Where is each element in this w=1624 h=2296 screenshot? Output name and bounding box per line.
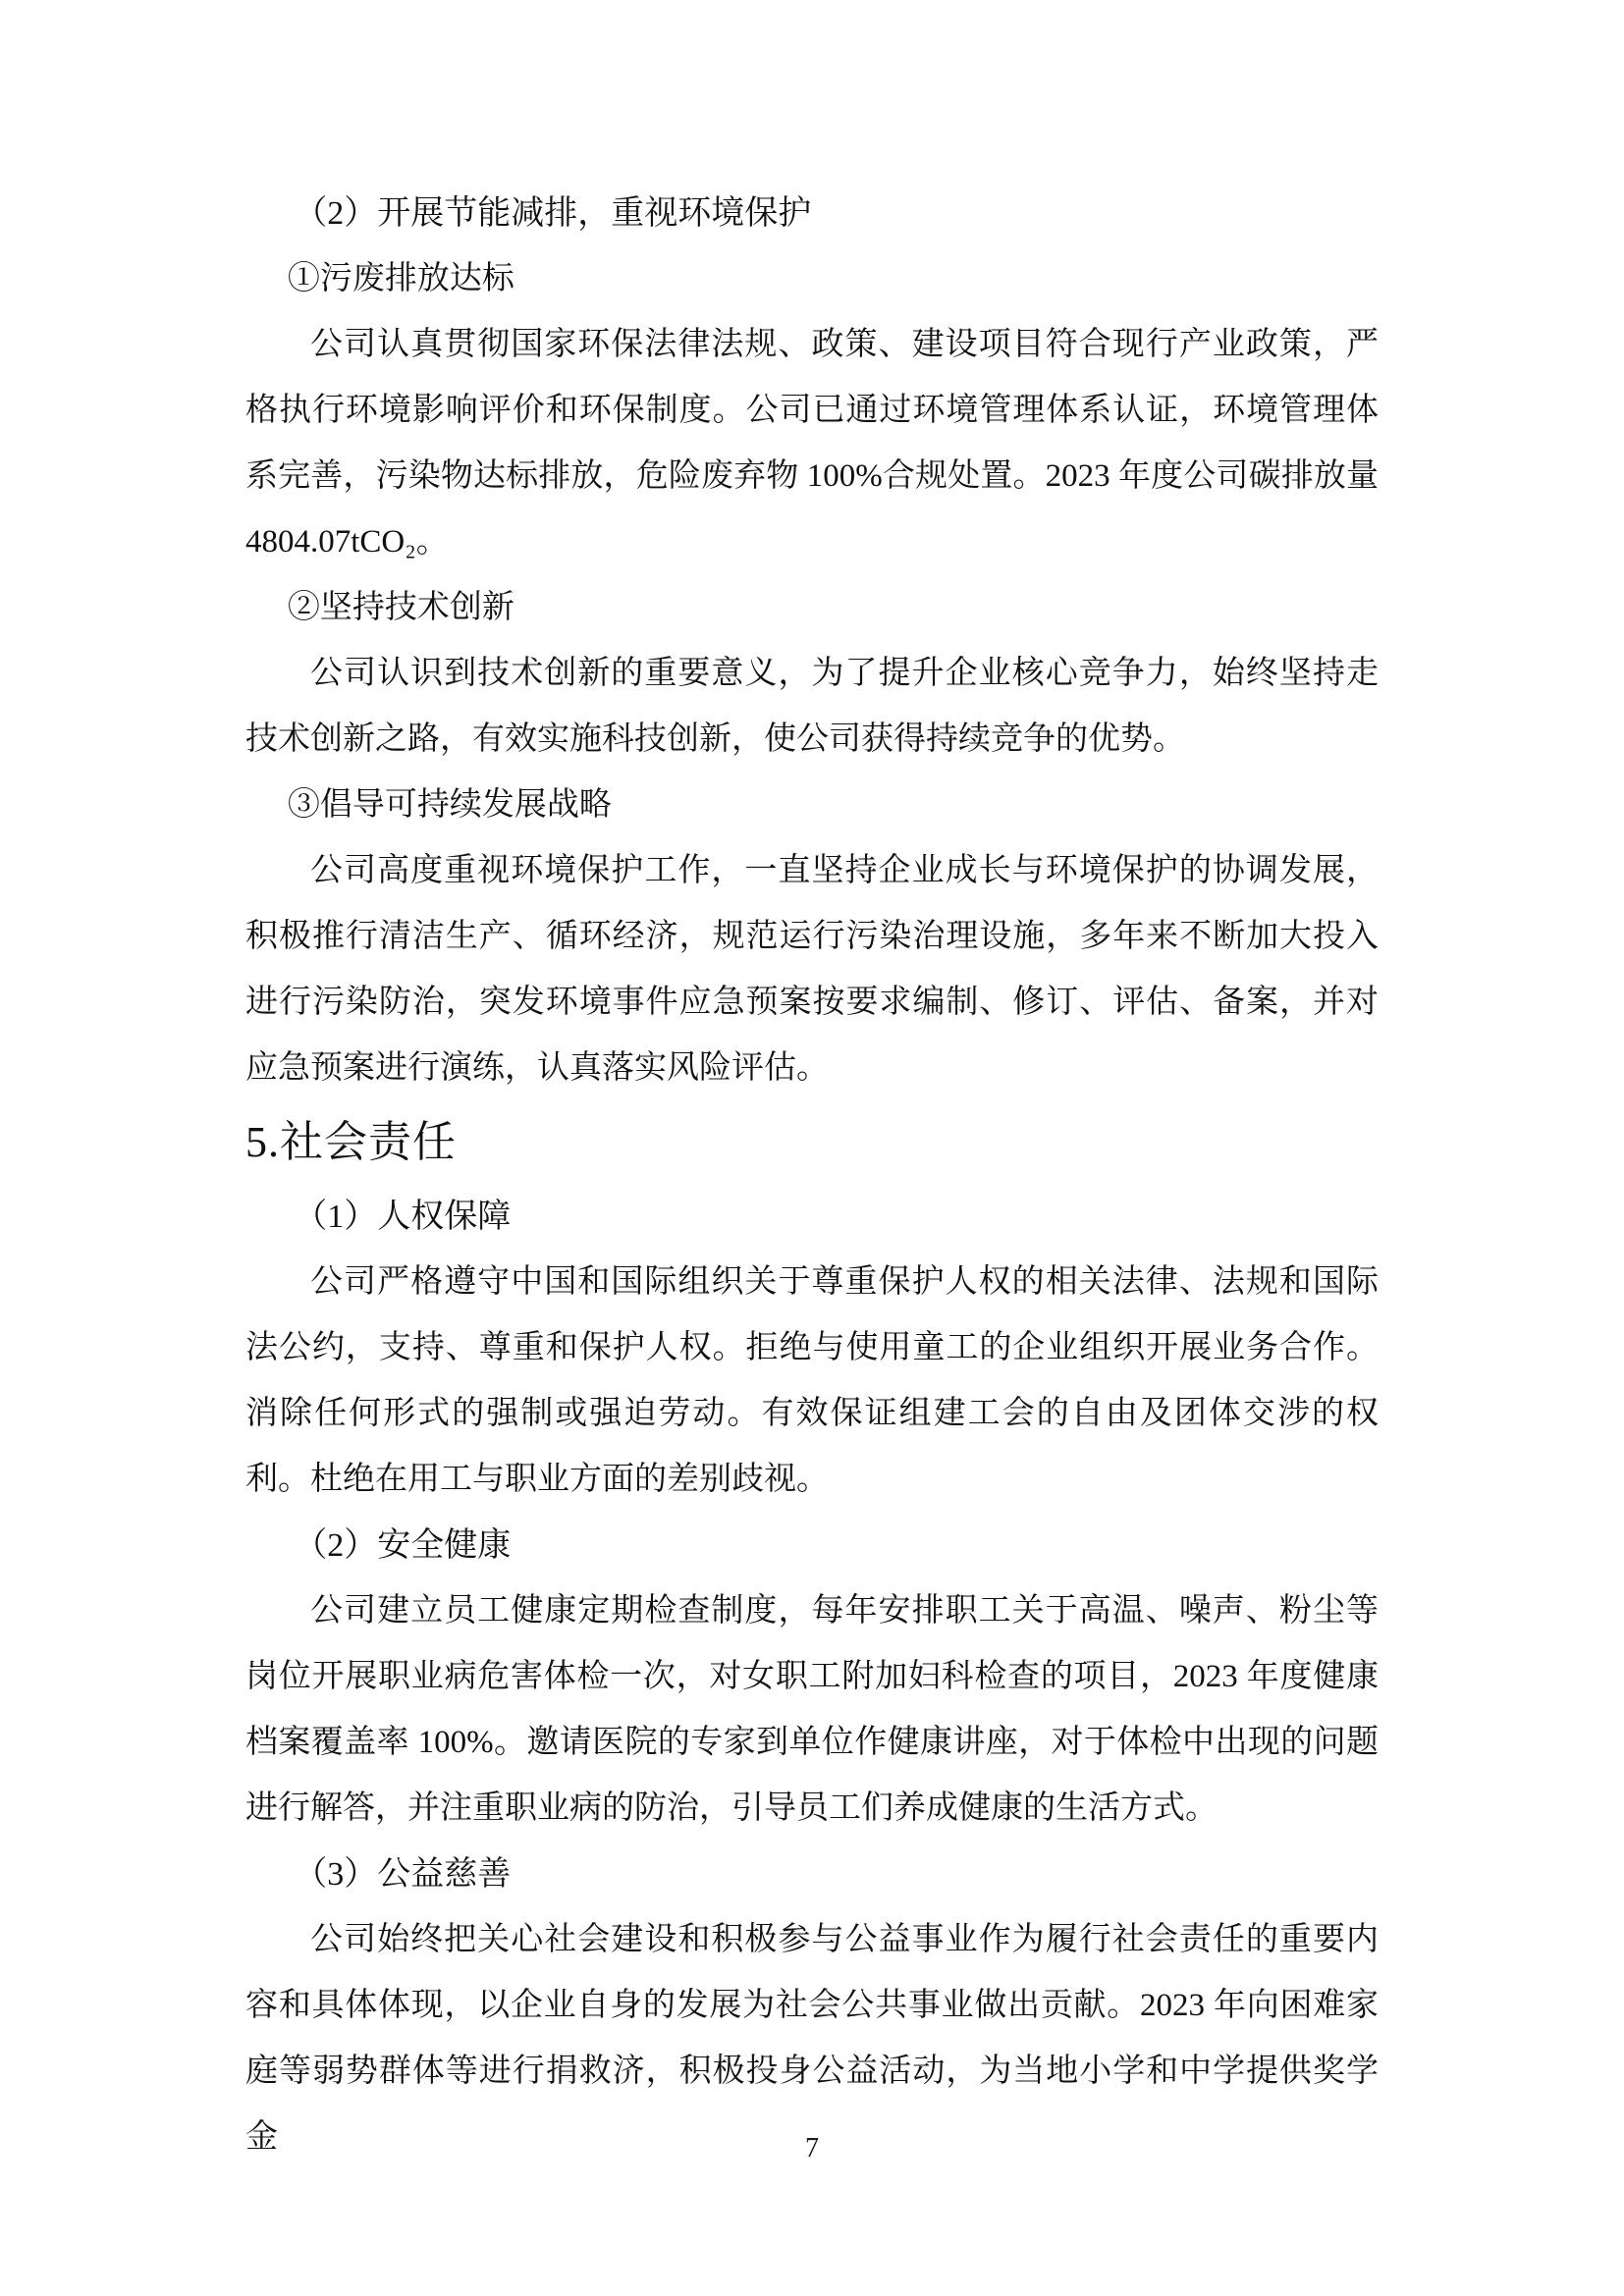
section-heading-social-responsibility: 5.社会责任	[245, 1118, 457, 1166]
body-paragraph-safety-health: 公司建立员工健康定期检查制度，每年安排职工关于高温、噪声、粉尘等岗位开展职业病危害体检一次，对女职工附加妇科检查的项目，2023 年度健康档案覆盖率 100%。邀请医院的专家到单位作健康讲座，对于体检中出现的问题进行解答，并注重职业病的防治，引导员工们养成健康的生活方式。	[245, 1593, 1379, 1826]
subheading-human-rights: （1）人权保障	[294, 1199, 512, 1235]
item-heading-sustainable-strategy: ③倡导可持续发展战略	[287, 787, 612, 823]
body-paragraph-sustainable-strategy: 公司高度重视环境保护工作，一直坚持企业成长与环境保护的协调发展，积极推行清洁生产、循环经济，规范运行污染治理设施，多年来不断加大投入进行污染防治，突发环境事件应急预案按要求编制、修订、评估、备案，并对应急预案进行演练，认真落实风险评估。	[245, 853, 1379, 1086]
subheading-safety-health: （2）安全健康	[294, 1527, 512, 1564]
body-paragraph-tech-innovation: 公司认识到技术创新的重要意义，为了提升企业核心竞争力，始终坚持走技术创新之路，有效实施科技创新，使公司获得持续竞争的优势。	[245, 656, 1379, 757]
body-paragraph-human-rights: 公司严格遵守中国和国际组织关于尊重保护人权的相关法律、法规和国际法公约，支持、尊重和保护人权。拒绝与使用童工的企业组织开展业务合作。消除任何形式的强制或强迫劳动。有效保证组建工会的自由及团体交涉的权利。杜绝在用工与职业方面的差别歧视。	[245, 1264, 1379, 1497]
subheading-charity: （3）公益慈善	[294, 1856, 512, 1893]
page-footer	[0, 2125, 1624, 2296]
page-number: 7	[805, 2133, 819, 2163]
item-heading-emission-standards: ①污废排放达标	[287, 261, 514, 296]
body-paragraph-emission: 公司认真贯彻国家环保法律法规、政策、建设项目符合现行产业政策，严格执行环境影响评价和环保制度。公司已通过环境管理体系认证，环境管理体系完善，污染物达标排放，危险废弃物 100%合规处置。2023 年度公司碳排放量4804.07tCO₂。	[245, 327, 1379, 560]
subheading-energy-saving: （2）开展节能减排，重视环境保护	[294, 195, 812, 232]
item-heading-tech-innovation: ②坚持技术创新	[287, 590, 514, 625]
body-paragraph-charity: 公司始终把关心社会建设和积极参与公益事业作为履行社会责任的重要内容和具体体现，以企业自身的发展为社会公共事业做出贡献。2023 年向困难家庭等弱势群体等进行捐救济，积极投身公益活动，为当地小学和中学提供奖学金	[245, 1922, 1379, 2155]
